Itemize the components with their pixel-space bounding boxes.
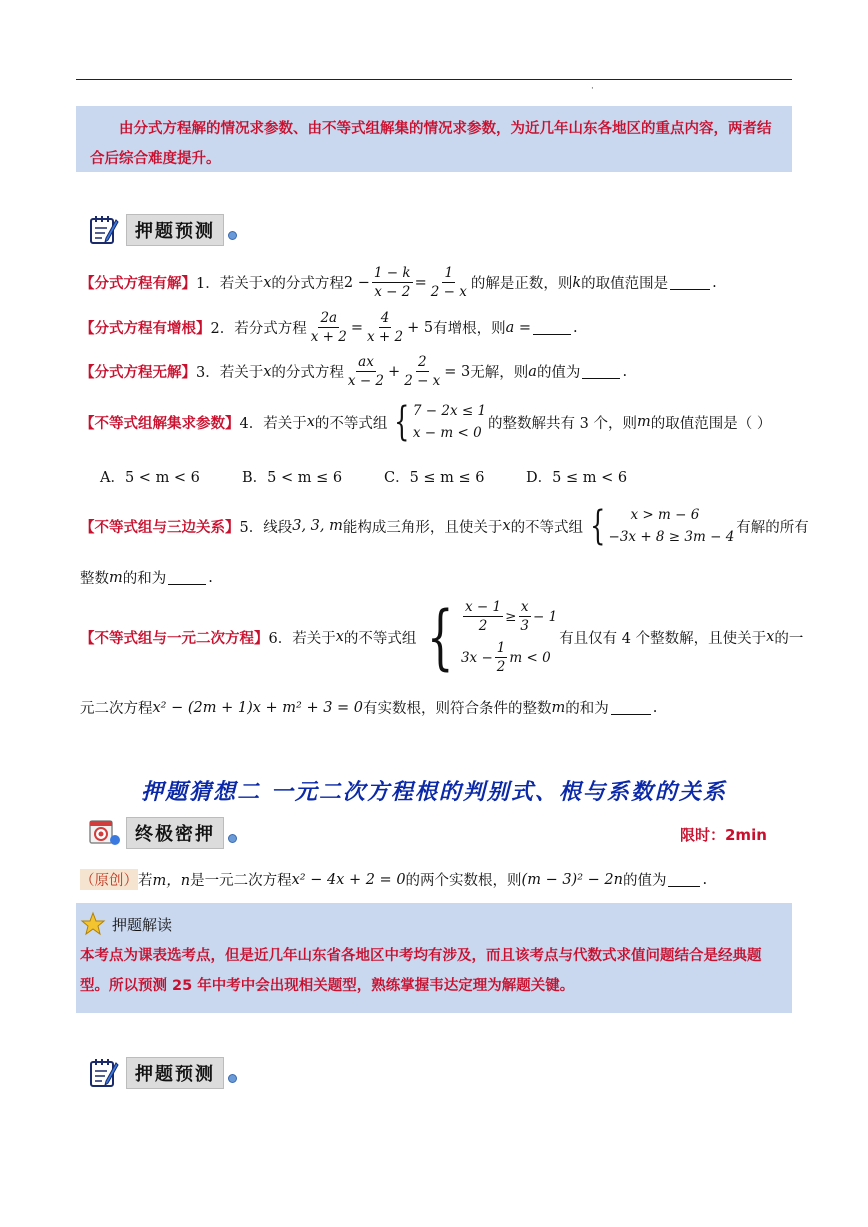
section2-title: 押题猜想二 一元二次方程根的判别式、根与系数的关系 [141, 779, 727, 805]
final-banner [88, 817, 237, 849]
q5-text-post: 有解的所有 [736, 519, 809, 536]
q2-text-post: 有增根，则 [433, 321, 506, 337]
final-banner-label: 终极密押 [126, 817, 224, 849]
q6-line2a: 元二次方程 [80, 701, 153, 717]
q7-end: . [702, 871, 708, 888]
q1-text-mid: 的分式方程 [271, 276, 344, 292]
q1-text: 1．若关于 [196, 276, 264, 292]
predict-banner-1 [88, 214, 237, 246]
q2-text: 2．若分式方程 [210, 321, 307, 337]
interpretation-box [76, 903, 792, 1013]
intro-box [76, 106, 792, 172]
q7-label: （原创） [80, 869, 138, 890]
q6-end: . [652, 699, 658, 716]
q4-text-mid: 的不等式组 [314, 415, 388, 432]
q7-expression: (m − 3)² − 2n [521, 871, 623, 888]
interpretation-title: 押题解读 [112, 915, 173, 934]
q6-label: 【不等式组与一元二次方程】 [80, 630, 269, 647]
answer-blank[interactable] [611, 700, 651, 715]
predict-banner-2 [88, 1057, 237, 1089]
choice-b[interactable]: B．5 < m ≤ 6 [242, 470, 343, 486]
q6-var-x-2: x [766, 629, 775, 645]
q6-line2c: 的和为 [565, 701, 609, 717]
q2-var-a: a = [505, 319, 531, 336]
q1-text-post2: 的取值范围是 [581, 276, 669, 292]
answer-blank[interactable] [670, 275, 710, 290]
question-3 [80, 353, 627, 390]
q3-eq: = 3 [444, 363, 471, 380]
q3-text-post: 无解，则 [470, 365, 529, 381]
notebook-pen-icon [88, 214, 122, 246]
q3-label: 【分式方程无解】 [80, 365, 196, 381]
q1-var-k: k [572, 274, 582, 291]
interpretation-text: 本考点为课表选考点，但是近几年山东省各地区中考均有涉及，而且该考点与代数式求值问题结合是经典题型。所以预测 25 年中考中会出现相关题型，熟练掌握韦达定理为解题关键。 [80, 948, 762, 994]
q5-var-x: x [502, 518, 511, 534]
q6-equation: x² − (2m + 1)x + m² + 3 = 0 [152, 699, 364, 716]
answer-blank[interactable] [668, 872, 700, 887]
q4-text-post: 的整数解共有 3 个，则 [488, 415, 637, 432]
q5-segments: 3, 3, m [292, 518, 343, 534]
q4-label: 【不等式组解集求参数】 [80, 415, 240, 432]
q3-var-x: x [263, 363, 272, 380]
question-7 [80, 869, 707, 890]
q6-system: { $\frac{x - 1}{2}$ ≥ $\frac{x}{3}$ − 1 3x − $\frac{1}{2}$ m < 0 [427, 596, 558, 678]
notebook-pen-icon [88, 1057, 122, 1089]
q4-system: { 7 − 2x ≤ 1 x − m < 0 [394, 399, 487, 445]
predict-banner-label: 押题预测 [126, 1057, 224, 1089]
q5-var-m: m [109, 569, 123, 586]
q4-text-post2: 的取值范围是（ ） [650, 415, 772, 432]
q7-text: 若 [138, 873, 153, 889]
predict-banner-label: 押题预测 [126, 214, 224, 246]
q3-frac-2: $\frac{2}{2 - x}$ [404, 354, 441, 389]
q1-label: 【分式方程有解】 [80, 276, 196, 292]
question-5 [80, 504, 809, 548]
q3-plus: + [388, 363, 401, 380]
q3-end: . [622, 363, 628, 380]
q7-text-post: 的值为 [622, 873, 667, 889]
interpretation-head [76, 903, 792, 937]
q2-eq: = [350, 319, 363, 336]
q1-end: . [712, 274, 717, 291]
q2-label: 【分式方程有增根】 [80, 321, 211, 337]
q6-text: 6．若关于 [268, 630, 336, 647]
question-5-line-2 [80, 567, 213, 588]
q6-text-mid: 的不等式组 [343, 630, 417, 647]
time-limit: 限时：2min [680, 826, 767, 844]
choice-a[interactable]: A．5 < m < 6 [100, 470, 200, 486]
intro-text: 由分式方程解的情况求参数、由不等式组解集的情况求参数，为近几年山东各地区的重点内容，两者结合后综合难度提升。 [90, 121, 772, 167]
header-dot: · [591, 84, 594, 94]
q5-system: { x > m − 6 −3x + 8 ≥ 3m − 4 [590, 503, 735, 549]
q2-frac-1: $\frac{2a}{x + 2}$ [310, 310, 347, 345]
q5-label: 【不等式组与三边关系】 [80, 519, 240, 536]
q1-two: 2 − [343, 274, 370, 291]
q6-line2b: 有实数根，则符合条件的整数 [363, 701, 552, 717]
q4-choices [100, 466, 668, 487]
q6-var-x: x [335, 629, 344, 645]
q5-text-mid: 能构成三角形，且使关于 [342, 519, 503, 536]
question-6 [80, 598, 803, 676]
choice-d[interactable]: D．5 ≤ m < 6 [526, 470, 628, 486]
choice-c[interactable]: C．5 ≤ m ≤ 6 [384, 470, 485, 486]
q1-text-post: 的解是正数，则 [470, 276, 573, 292]
q5-end: . [208, 569, 213, 586]
star-icon [80, 911, 106, 937]
q3-text-post2: 的值为 [536, 365, 581, 381]
banner-dot [228, 834, 237, 843]
answer-blank[interactable] [168, 570, 206, 585]
q4-var-m: m [637, 414, 651, 430]
q6-text-post: 有且仅有 4 个整数解，且使关于 [559, 630, 767, 647]
q3-frac-1: $\frac{ax}{x - 2}$ [347, 354, 385, 389]
q2-end: . [573, 319, 578, 336]
q7-vars: m，n [152, 873, 191, 889]
q1-frac-1: $\frac{1 - k}{x - 2}$ [373, 265, 411, 300]
q3-var-a: a [528, 363, 537, 380]
answer-blank[interactable] [533, 320, 571, 335]
q7-equation: x² − 4x + 2 = 0 [291, 871, 406, 888]
q3-text: 3．若关于 [196, 365, 264, 381]
q1-eq: = [414, 274, 427, 291]
q2-frac-2: $\frac{4}{x + 2}$ [367, 310, 404, 345]
q1-var-x: x [263, 274, 272, 291]
q3-text-mid: 的分式方程 [271, 365, 344, 381]
q6-var-m: m [551, 699, 566, 716]
q4-text: 4．若关于 [239, 415, 307, 432]
q5-line2b: 的和为 [122, 571, 167, 587]
q5-text-mid2: 的不等式组 [510, 519, 584, 536]
q2-plus: + 5 [407, 319, 434, 336]
question-1 [80, 264, 717, 301]
target-calendar-icon [88, 817, 122, 849]
banner-dot [228, 1074, 237, 1083]
q5-line2a: 整数 [80, 571, 109, 587]
q5-text: 5．线段 [239, 519, 293, 536]
q7-text-mid2: 的两个实数根，则 [405, 873, 522, 889]
banner-dot [228, 231, 237, 240]
question-4 [80, 400, 771, 444]
q1-frac-2: $\frac{1}{2 - x}$ [430, 265, 467, 300]
answer-blank[interactable] [582, 364, 620, 379]
header-rule [76, 79, 792, 80]
q4-var-x: x [306, 414, 315, 430]
q7-text-mid: 是一元二次方程 [190, 873, 292, 889]
question-6-line-2 [80, 697, 657, 718]
q6-text-post2: 的一 [774, 630, 804, 647]
question-2 [80, 309, 578, 346]
